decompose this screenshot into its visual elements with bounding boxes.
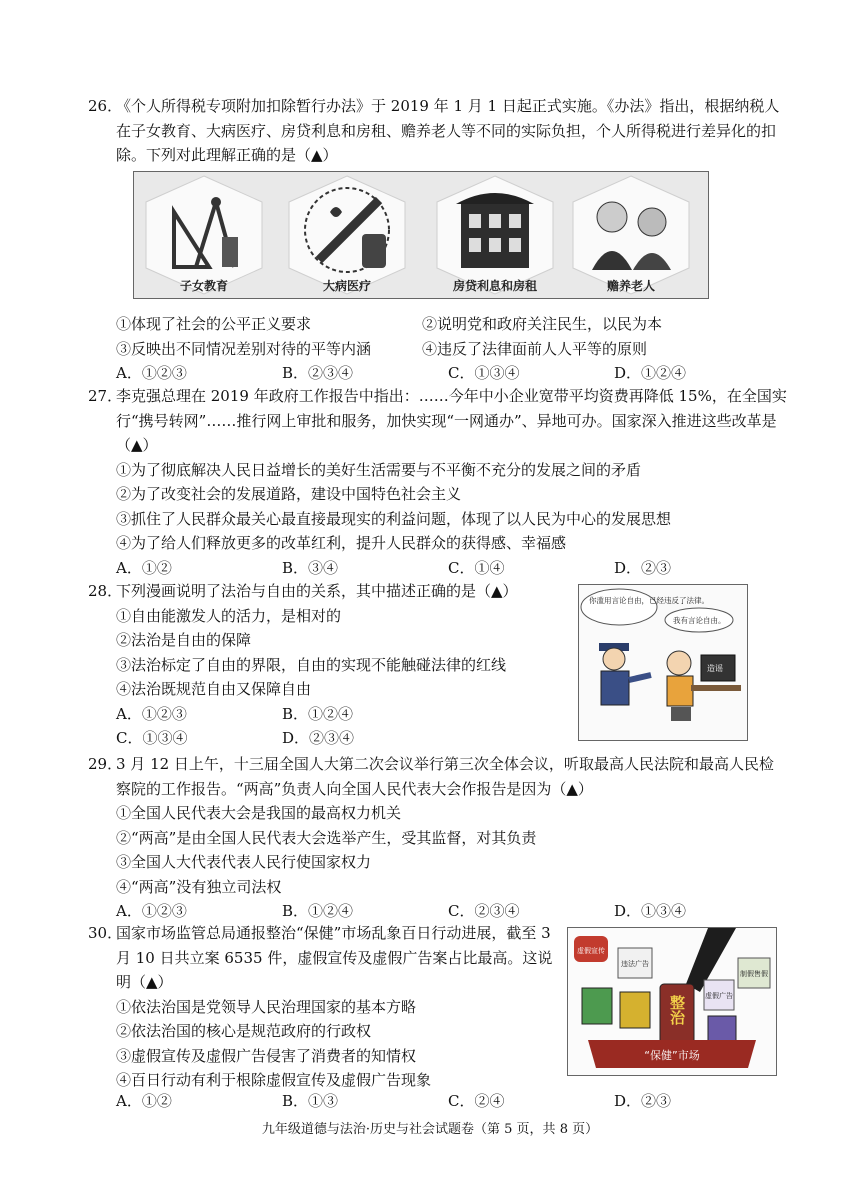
housing-panel [437,176,553,294]
elderly-panel [573,176,689,294]
panel-label: 房贷利息和房租 [452,279,538,293]
screen-text: 造谣 [707,664,723,673]
choice-b: B．①②④ [282,704,354,723]
choice-c: C．②③④ [448,902,520,920]
panel-label: 子女教育 [179,279,229,293]
freedom-cartoon-drawing [579,585,747,740]
question-28 [88,579,558,751]
question-26 [88,94,788,168]
choice-a: A．①②③ [116,364,187,382]
question-27 [88,384,788,580]
choice-b: B．①②④ [282,902,354,920]
education-panel [146,176,262,294]
option: ③虚假宣传及虚假广告侵害了消费者的知情权 [116,1046,417,1065]
panel-label: 大病医疗 [322,279,372,293]
option: ④百日行动有利于根除虚假宣传及虚假广告现象 [116,1071,432,1089]
option: ③反映出不同情况差别对待的平等内涵 [116,339,372,358]
choice-c: C．②④ [448,1092,505,1110]
choice-d: D．①③④ [614,902,687,920]
choice-a: A．①② [116,558,172,577]
option: ④为了给人们释放更多的改革红利，提升人民群众的获得感、幸福感 [116,534,567,552]
question-29 [88,752,788,924]
choice-c: C．①④ [448,558,505,577]
option: ②“两高”是由全国人民代表大会选举产生，受其监督，对其负责 [116,828,537,847]
option: ③法治标定了自由的界限，自由的实现不能触碰法律的红线 [116,655,507,674]
tag-label: 违法广告 [621,960,649,968]
option: ④法治既规范自由又保障自由 [116,680,312,698]
option: ③抓住了人民群众最关心最直接最现实的利益问题，体现了以人民为中心的发展思想 [116,509,672,528]
question-number: 28． [88,582,123,600]
question-29-stem: 29．3 月 12 日上午，十三届全国人大第二次会议举行第三次全体会议，听取最高人民法院和最高人民检察院的工作报告。“两高”负责人向全国人民代表大会作报告是因为（▲） [88,752,788,801]
option: ③全国人大代表代表人民行使国家权力 [116,853,372,871]
question-30-choices [88,1089,788,1114]
choice-b: B．②③④ [282,364,354,382]
health-market-cartoon [567,927,777,1076]
choice-b: B．③④ [282,558,339,577]
question-number: 26． [88,97,123,115]
choice-c: C．①③④ [116,729,188,747]
choice-d: D．②③④ [282,729,355,747]
choice-b: B．①③ [282,1092,339,1110]
option: ①依法治国是党领导人民治理国家的基本方略 [116,997,417,1016]
medical-panel [289,176,405,294]
question-number: 29． [88,755,123,773]
choice-a: A．①②③ [116,704,187,723]
choice-c: C．①③④ [448,364,520,382]
question-27-stem: 27．李克强总理在 2019 年政府工作报告中指出：……今年中小企业宽带平均资费再降低 15%，在全国实行“携号转网”……推行网上审批和服务，加快实现“一网通办”、异地可办。国家深入推进这些改革是（▲） [88,384,788,458]
option: ②依法治国的核心是规范政府的行政权 [116,1022,372,1040]
question-number: 27． [88,387,123,405]
question-28-stem: 28．下列漫画说明了法治与自由的关系，其中描述正确的是（▲） [88,579,558,604]
tax-deduction-figure [133,171,709,299]
question-26-options [88,312,788,386]
option: ①体现了社会的公平正义要求 [116,315,312,333]
choice-a: A．①②③ [116,902,187,920]
panel-label: 赡养老人 [606,279,656,293]
option: ④违反了法律面前人人平等的原则 [422,339,648,358]
banner-text: “保健”市场 [644,1049,700,1062]
tax-deduction-illustration [134,172,708,298]
choice-a: A．①② [116,1092,172,1110]
option: ②为了改变社会的发展道路，建设中国特色社会主义 [116,485,462,503]
tag-label: 制假售假 [740,970,768,978]
question-30 [88,921,558,1093]
option: ①全国人民代表大会是我国的最高权力机关 [116,804,402,822]
page-footer: 九年级道德与法治·历史与社会试题卷（第 5 页，共 8 页） [261,1122,599,1137]
stamp-text: 整治 [668,995,686,1025]
option: ②说明党和政府关注民生，以民为本 [422,315,663,333]
option: ①为了彻底解决人民日益增长的美好生活需要与不平衡不充分的发展之间的矛盾 [116,460,642,479]
police-speech: 你滥用言论自由，已经违反了法律。 [589,596,709,605]
health-market-cartoon-drawing [568,928,776,1075]
question-number: 30． [88,924,123,942]
freedom-cartoon [578,584,748,741]
option: ①自由能激发人的活力，是相对的 [116,606,342,625]
choice-d: D．①②④ [614,364,687,382]
option: ④“两高”没有独立司法权 [116,877,282,896]
question-26-stem: 26．《个人所得税专项附加扣除暂行办法》于 2019 年 1 月 1 日起正式实施。《办法》指出，根据纳税人在子女教育、大病医疗、房贷利息和房租、赡养老人等不同的实际负担，个人所得税进行差异化的扣除。下列对此理解正确的是（▲） [88,94,788,168]
option: ②法治是自由的保障 [116,631,252,649]
question-30-stem: 30．国家市场监管总局通报整治“保健”市场乱象百日行动进展，截至 3 月 10 日共立案 6535 件，虚假宣传及虚假广告案占比最高。这说明（▲） [88,921,558,995]
choice-d: D．②③ [614,1092,672,1110]
user-speech: 我有言论自由。 [673,616,726,625]
tag-label: 虚假宣传 [577,947,605,955]
tag-label: 虚假广告 [705,992,733,1000]
choice-d: D．②③ [614,558,672,577]
